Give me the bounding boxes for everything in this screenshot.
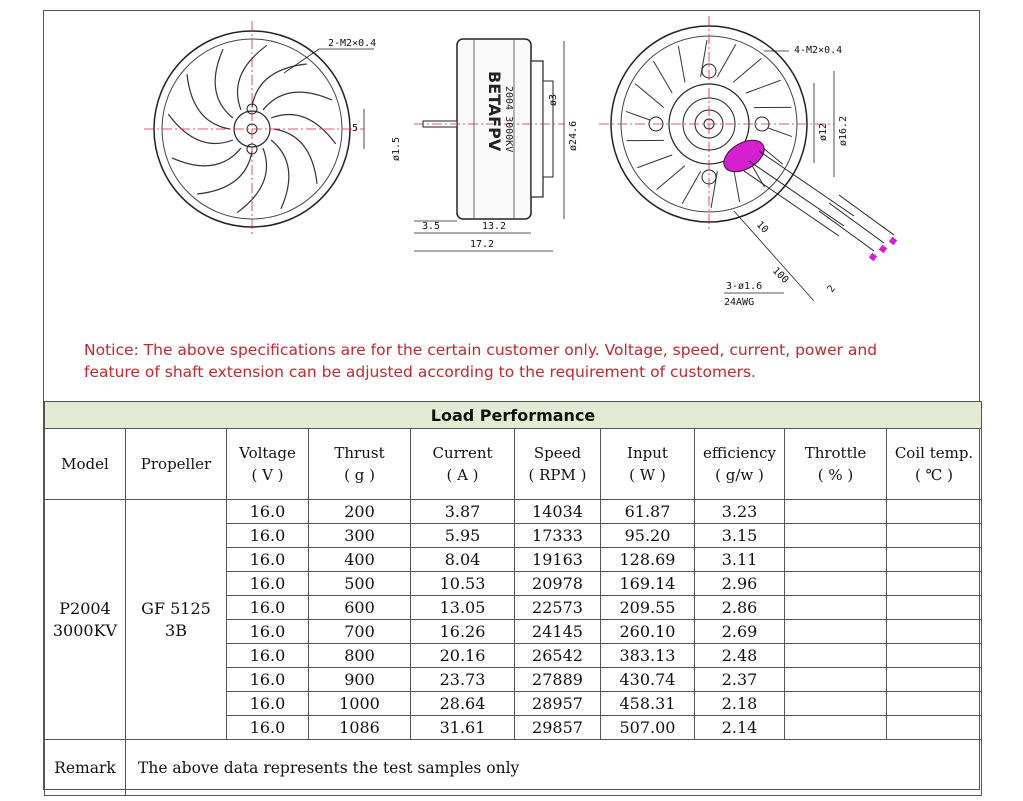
column-header-title: Throttle xyxy=(804,444,867,462)
voltage-cell: 16.0 xyxy=(227,692,309,716)
voltage-cell: 16.0 xyxy=(227,644,309,668)
speed-cell: 22573 xyxy=(515,596,601,620)
column-header-title: Speed xyxy=(533,444,582,462)
front-blade xyxy=(252,64,307,107)
coil-cell xyxy=(887,668,982,692)
efficiency-cell: 3.15 xyxy=(695,524,785,548)
efficiency-cell: 2.14 xyxy=(695,716,785,740)
thrust-cell: 600 xyxy=(309,596,411,620)
body-dia-label: ø24.6 xyxy=(568,120,579,151)
column-header-title: Input xyxy=(627,444,668,462)
voltage-cell: 16.0 xyxy=(227,548,309,572)
coil-cell xyxy=(887,572,982,596)
throttle-cell xyxy=(785,668,887,692)
column-header xyxy=(785,429,887,500)
rear-slot xyxy=(682,171,700,203)
front-holes-label: 2-M2×0.4 xyxy=(328,38,377,49)
efficiency-cell: 2.37 xyxy=(695,668,785,692)
rear-slot xyxy=(635,84,664,108)
efficiency-cell: 3.23 xyxy=(695,500,785,524)
column-header-title: Current xyxy=(432,444,493,462)
motor-brand-label: BETAFPV xyxy=(485,71,504,152)
thrust-cell: 1000 xyxy=(309,692,411,716)
voltage-cell: 16.0 xyxy=(227,668,309,692)
input-cell: 169.14 xyxy=(601,572,695,596)
rear-holes-label: 4-M2×0.4 xyxy=(794,45,843,56)
coil-cell xyxy=(887,620,982,644)
input-cell: 61.87 xyxy=(601,500,695,524)
front-blade xyxy=(215,49,233,118)
current-cell: 10.53 xyxy=(411,572,515,596)
throttle-cell xyxy=(785,692,887,716)
throttle-cell xyxy=(785,548,887,572)
speed-cell: 29857 xyxy=(515,716,601,740)
column-header xyxy=(411,429,515,500)
coil-cell xyxy=(887,500,982,524)
front-view xyxy=(144,21,376,237)
rear-slot xyxy=(657,166,685,190)
notice-text xyxy=(84,339,954,383)
motor-technical-drawing xyxy=(44,11,981,331)
inner-bolt-label: ø12 xyxy=(818,122,829,141)
input-cell: 128.69 xyxy=(601,548,695,572)
column-header xyxy=(309,429,411,500)
front-blade xyxy=(197,151,252,194)
column-header xyxy=(887,429,982,500)
front-blade xyxy=(187,74,230,129)
speed-cell: 20978 xyxy=(515,572,601,596)
coil-cell xyxy=(887,524,982,548)
propeller-line-2: 3B xyxy=(165,620,187,640)
speed-cell: 14034 xyxy=(515,500,601,524)
column-header-title: Thrust xyxy=(334,444,385,462)
wire-len-b-label: 100 xyxy=(769,265,791,286)
column-header-title: Propeller xyxy=(140,455,212,473)
column-header xyxy=(601,429,695,500)
front-blade xyxy=(263,92,332,110)
column-header-title: Voltage xyxy=(239,444,296,462)
model-cell xyxy=(45,500,126,740)
input-cell: 95.20 xyxy=(601,524,695,548)
efficiency-cell: 2.96 xyxy=(695,572,785,596)
column-header-unit: ( A ) xyxy=(446,466,479,484)
efficiency-cell: 2.86 xyxy=(695,596,785,620)
current-cell: 16.26 xyxy=(411,620,515,644)
coil-cell xyxy=(887,692,982,716)
hub-dia-label: ø3 xyxy=(548,93,559,106)
coil-cell xyxy=(887,596,982,620)
shaft-dia-label: ø1.5 xyxy=(391,136,402,161)
voltage-cell: 16.0 xyxy=(227,716,309,740)
speed-cell: 19163 xyxy=(515,548,601,572)
propeller-cell xyxy=(126,500,227,740)
wire-gauge-label: 24AWG xyxy=(724,297,755,308)
thrust-cell: 800 xyxy=(309,644,411,668)
column-header xyxy=(515,429,601,500)
speed-cell: 27889 xyxy=(515,668,601,692)
input-cell: 458.31 xyxy=(601,692,695,716)
column-header xyxy=(45,429,126,500)
remark-label: Remark xyxy=(45,740,126,796)
column-header xyxy=(227,429,309,500)
thrust-cell: 700 xyxy=(309,620,411,644)
column-header-unit: ( V ) xyxy=(251,466,284,484)
table-header-row xyxy=(45,429,982,500)
input-cell: 209.55 xyxy=(601,596,695,620)
current-cell: 5.95 xyxy=(411,524,515,548)
coil-cell xyxy=(887,644,982,668)
input-cell: 383.13 xyxy=(601,644,695,668)
thrust-cell: 500 xyxy=(309,572,411,596)
notice-line-1: Notice: The above specifications are for the certain customer only. Voltage, speed, current, power and xyxy=(84,341,878,359)
current-cell: 23.73 xyxy=(411,668,515,692)
voltage-cell: 16.0 xyxy=(227,620,309,644)
current-cell: 28.64 xyxy=(411,692,515,716)
thrust-cell: 400 xyxy=(309,548,411,572)
coil-cell xyxy=(887,716,982,740)
current-cell: 3.87 xyxy=(411,500,515,524)
speed-cell: 26542 xyxy=(515,644,601,668)
model-line-1: P2004 xyxy=(59,598,111,618)
wire-len-c-label: 2 xyxy=(825,283,838,295)
thrust-cell: 900 xyxy=(309,668,411,692)
column-header-unit: ( % ) xyxy=(817,466,854,484)
input-cell: 260.10 xyxy=(601,620,695,644)
column-header-unit: ( RPM ) xyxy=(528,466,587,484)
column-header-unit: ( g/w ) xyxy=(715,466,764,484)
efficiency-cell: 2.48 xyxy=(695,644,785,668)
notice-line-2: feature of shaft extension can be adjusted according to the requirement of customers. xyxy=(84,363,756,381)
throttle-cell xyxy=(785,596,887,620)
front-blade xyxy=(172,148,241,166)
coil-cell xyxy=(887,548,982,572)
throttle-cell xyxy=(785,572,887,596)
column-header-unit: ( W ) xyxy=(629,466,666,484)
efficiency-cell: 2.69 xyxy=(695,620,785,644)
speed-cell: 28957 xyxy=(515,692,601,716)
front-dim-label: 5 xyxy=(352,123,359,134)
throttle-cell xyxy=(785,524,887,548)
propeller-line-1: GF 5125 xyxy=(141,598,211,618)
table-row xyxy=(45,500,982,524)
speed-cell: 24145 xyxy=(515,620,601,644)
rear-slot xyxy=(653,61,672,93)
speed-cell: 17333 xyxy=(515,524,601,548)
body-length-label: 13.2 xyxy=(482,221,507,232)
voltage-cell: 16.0 xyxy=(227,500,309,524)
column-header-unit: ( g ) xyxy=(344,466,375,484)
thrust-cell: 200 xyxy=(309,500,411,524)
front-blade xyxy=(274,129,317,184)
spec-sheet xyxy=(43,10,980,790)
voltage-cell: 16.0 xyxy=(227,596,309,620)
table-title: Load Performance xyxy=(45,402,982,429)
motor-model-label: 2004 3000KV xyxy=(503,86,514,153)
throttle-cell xyxy=(785,500,887,524)
front-blade xyxy=(271,140,289,209)
input-cell: 507.00 xyxy=(601,716,695,740)
model-line-2: 3000KV xyxy=(52,620,118,640)
wire-spec-label: 3-ø1.6 xyxy=(726,281,763,292)
throttle-cell xyxy=(785,620,887,644)
side-view xyxy=(391,39,579,251)
column-header xyxy=(126,429,227,500)
thrust-cell: 1086 xyxy=(309,716,411,740)
rear-slot xyxy=(637,155,672,168)
rear-slot xyxy=(717,44,735,76)
thrust-cell: 300 xyxy=(309,524,411,548)
load-performance-table xyxy=(44,401,982,796)
column-header-title: Model xyxy=(61,455,109,473)
throttle-cell xyxy=(785,716,887,740)
voltage-cell: 16.0 xyxy=(227,524,309,548)
current-cell: 20.16 xyxy=(411,644,515,668)
rear-slot xyxy=(678,46,685,83)
column-header-title: efficiency xyxy=(703,444,776,462)
rear-slot xyxy=(746,80,781,93)
wire-len-a-label: 10 xyxy=(753,219,771,236)
rear-slot xyxy=(733,58,761,82)
rear-view xyxy=(599,16,897,308)
column-header-unit: ( ℃ ) xyxy=(915,466,954,484)
current-cell: 31.61 xyxy=(411,716,515,740)
column-header-title: Coil temp. xyxy=(894,444,974,462)
outer-bolt-label: ø16.2 xyxy=(838,115,849,146)
total-length-label: 17.2 xyxy=(470,239,495,250)
throttle-cell xyxy=(785,644,887,668)
input-cell: 430.74 xyxy=(601,668,695,692)
efficiency-cell: 2.18 xyxy=(695,692,785,716)
voltage-cell: 16.0 xyxy=(227,572,309,596)
remark-text: The above data represents the test samples only xyxy=(126,740,982,796)
shaft-length-label: 3.5 xyxy=(422,221,441,232)
current-cell: 8.04 xyxy=(411,548,515,572)
efficiency-cell: 3.11 xyxy=(695,548,785,572)
motor-wires xyxy=(724,151,897,308)
column-header xyxy=(695,429,785,500)
current-cell: 13.05 xyxy=(411,596,515,620)
